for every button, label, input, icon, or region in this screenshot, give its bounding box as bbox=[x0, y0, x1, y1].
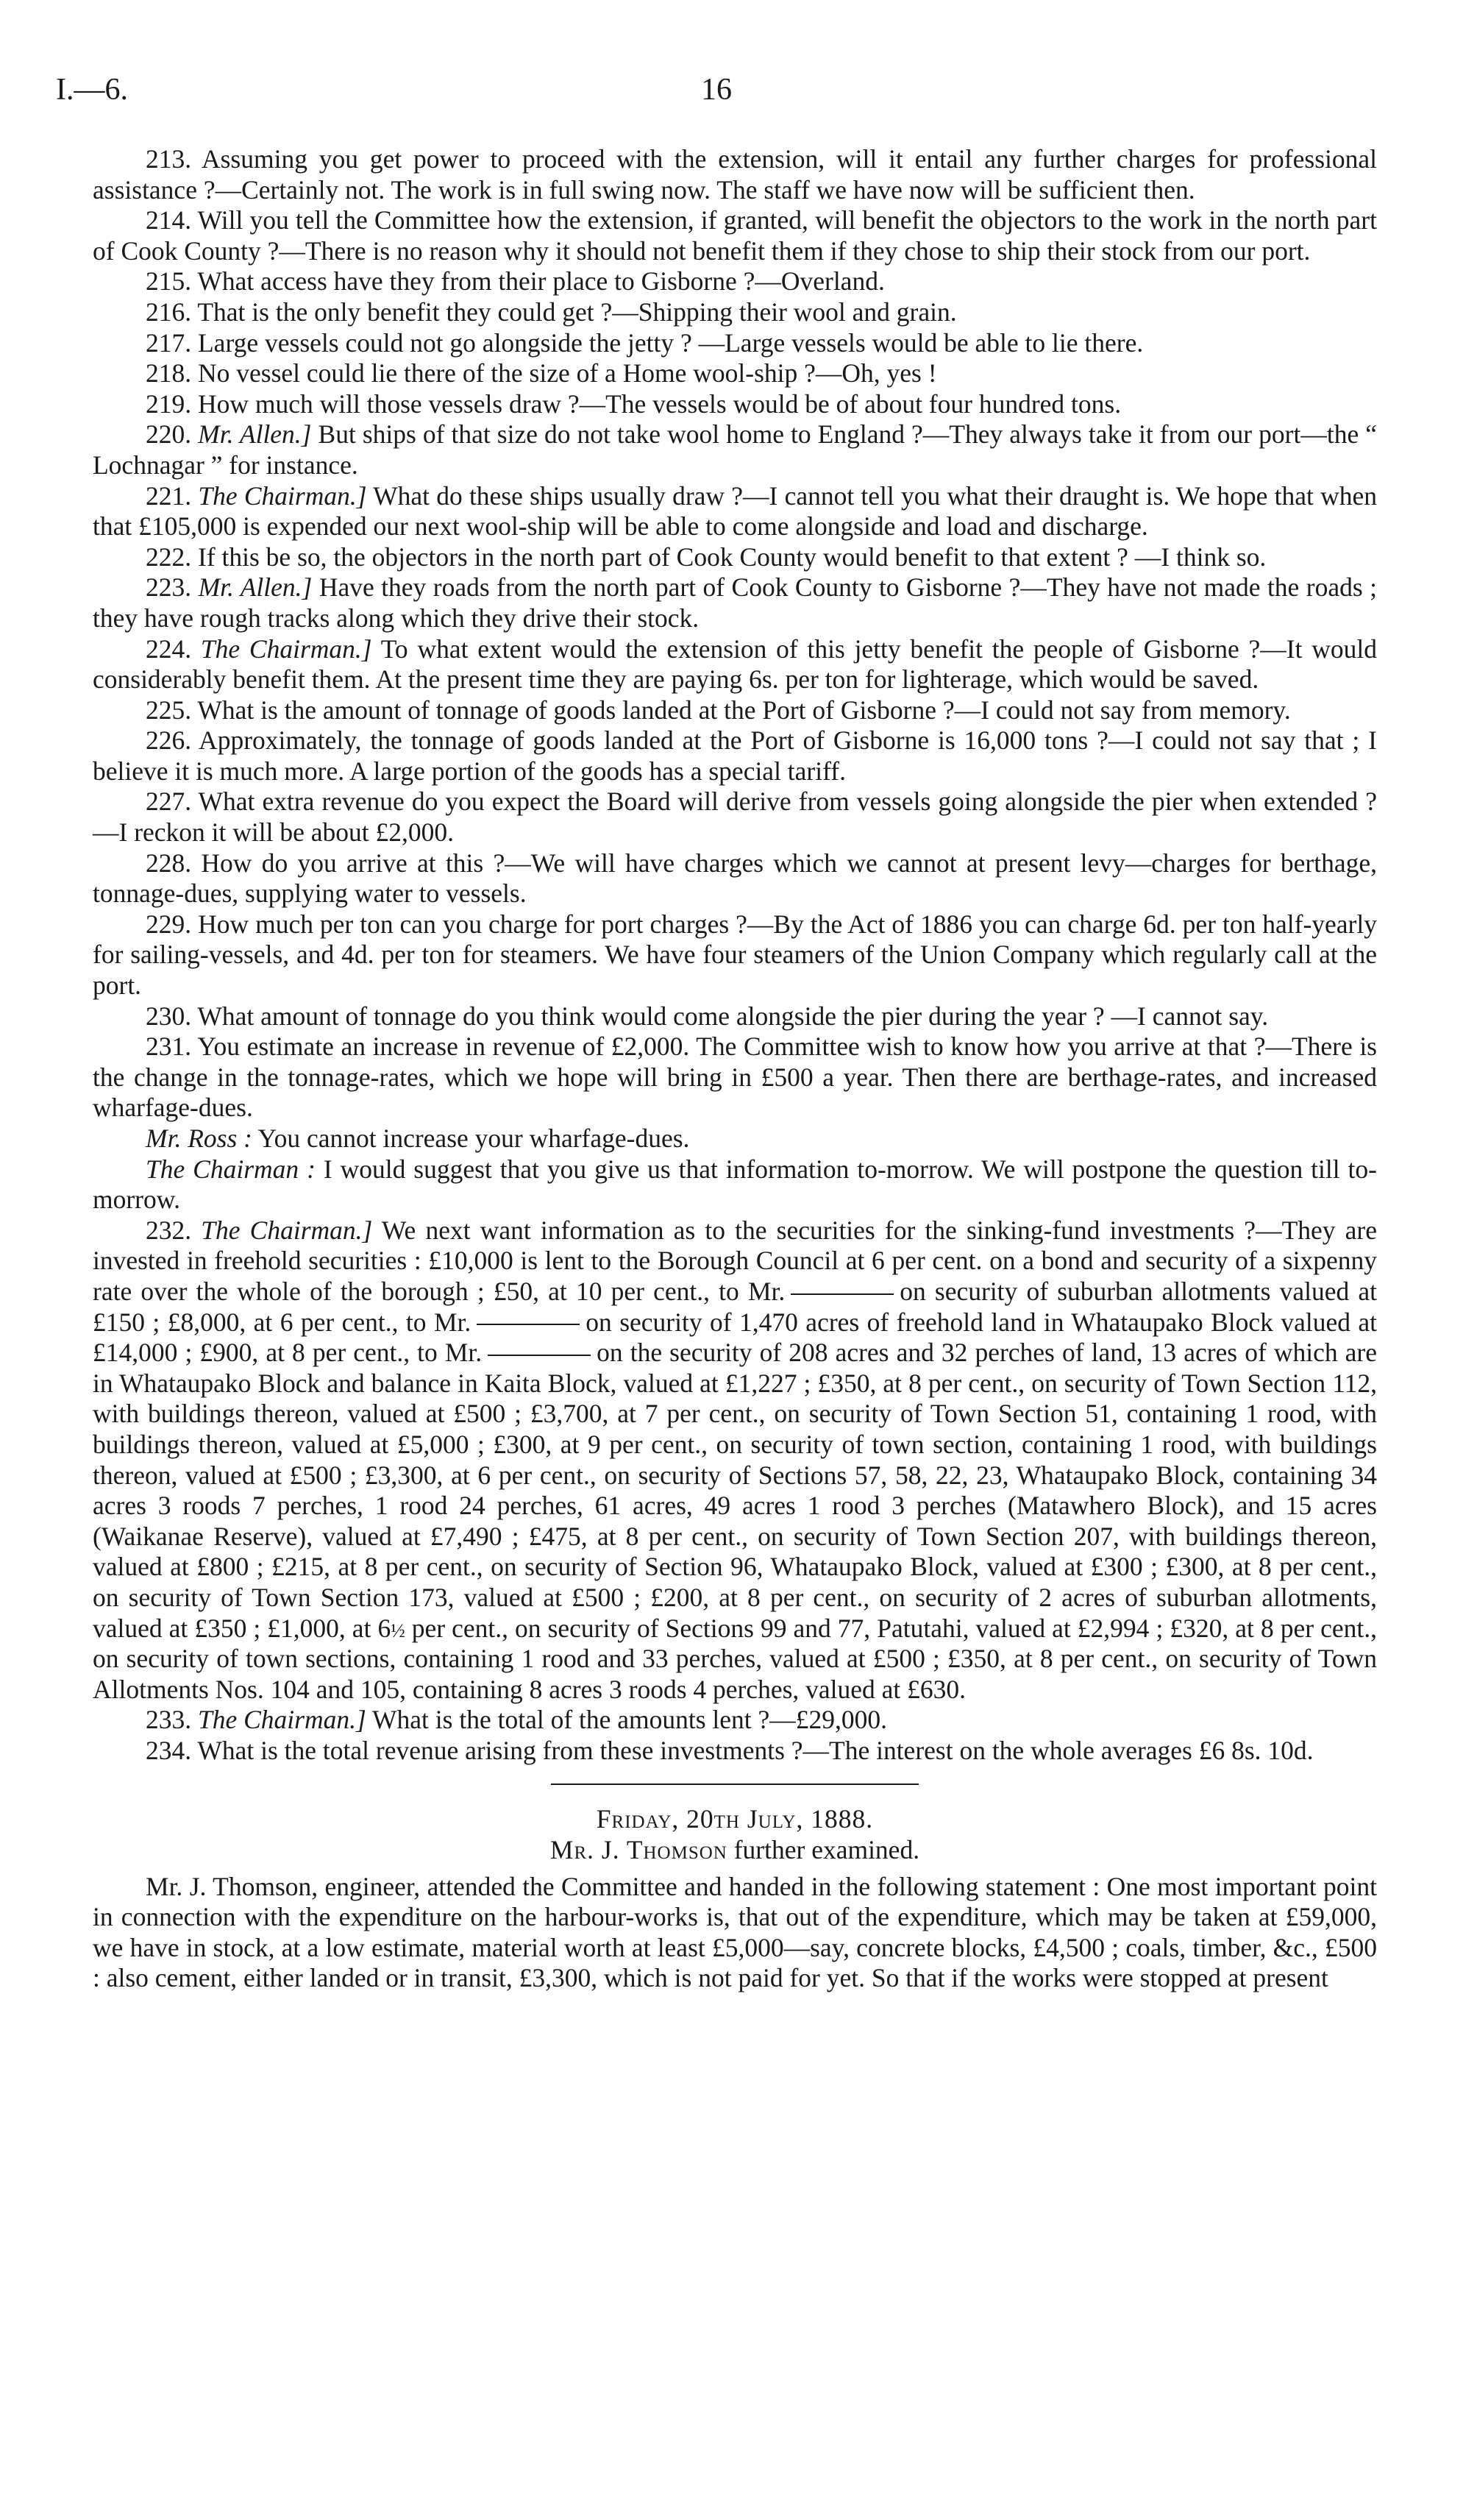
question-228: 228. How do you arrive at this ?—We will have charges which we cannot at present levy—charges for berthage, tonnage-dues, supplying water to vessels. bbox=[93, 848, 1377, 909]
question-233 bbox=[93, 1705, 1377, 1736]
speaker: The Chairman.] bbox=[200, 633, 372, 664]
question-223 bbox=[93, 572, 1377, 633]
witness-status: further examined. bbox=[727, 1835, 920, 1865]
speaker: Mr. Allen.] bbox=[198, 419, 312, 450]
question-number: 232. bbox=[146, 1215, 192, 1245]
session-date: Friday, 20th July, 1888. bbox=[596, 1804, 874, 1834]
question-219: 219. How much will those vessels draw ?—The vessels would be of about four hundred tons. bbox=[146, 388, 1122, 419]
speaker: The Chairman.] bbox=[198, 1705, 366, 1735]
question-text: What do these ships usually draw ?—I cannot tell you what their draught is. We hope that when that £105,000 is expended our next wool-ship will be able to come alongside and load and discharge. bbox=[93, 480, 1378, 542]
question-224 bbox=[93, 634, 1377, 695]
question-225: 225. What is the amount of tonnage of goods landed at the Port of Gisborne ?—I could not say from memory. bbox=[146, 695, 1291, 725]
speaker: The Chairman.] bbox=[201, 1215, 373, 1245]
remark-text: You cannot increase your wharfage-dues. bbox=[252, 1124, 690, 1153]
fraction-half: ½ bbox=[391, 1619, 405, 1641]
question-215: 215. What access have they from their place to Gisborne ?—Overland. bbox=[146, 266, 885, 297]
question-213: 213. Assuming you get power to proceed with the extension, will it entail any further charges for professional assistance ?—Certainly not. The work is in full swing now. The staff we have now will be sufficient then. bbox=[93, 144, 1377, 205]
question-number: 223. bbox=[146, 572, 192, 603]
question-220 bbox=[93, 419, 1377, 480]
redacted-name-line bbox=[477, 1324, 580, 1325]
question-227: 227. What extra revenue do you expect the Board will derive from vessels going alongside the pier when extended ?—I reckon it will be about £2,000. bbox=[93, 787, 1377, 848]
witness-heading bbox=[93, 1835, 1377, 1866]
question-234: 234. What is the total revenue arising from these investments ?—The interest on the whole averages £6 8s. 10d. bbox=[146, 1735, 1314, 1765]
question-217: 217. Large vessels could not go alongside the jetty ? —Large vessels would be able to lie there. bbox=[146, 327, 1144, 358]
question-number: 221. bbox=[146, 480, 192, 511]
question-232 bbox=[93, 1215, 1377, 1706]
question-229: 229. How much per ton can you charge for port charges ?—By the Act of 1886 you can charge 6d. per ton half-yearly for sailing-vessels, and 4d. per ton for steamers. We have four steamers of the Union Company which regularly call at the port. bbox=[93, 909, 1377, 1001]
question-text: Have they roads from the north part of Cook County to Gisborne ?—They have not made the roads ; they have rough tracks along which they drive their stock. bbox=[93, 572, 1377, 633]
document-reference: I.—6. bbox=[56, 73, 128, 107]
page-number: 16 bbox=[701, 73, 732, 107]
speaker: Mr. Allen.] bbox=[198, 572, 313, 603]
answer-part: We next want information as to the securities for the sinking-fund investments ?—They are invested in freehold securities : £10,000 is lent to the Borough Council at 6 per cent. on a bond and security of a sixpenny rate over the whole of the borough ; £50, at 10 per cent., to Mr. bbox=[93, 1215, 1377, 1306]
speaker: The Chairman.] bbox=[198, 480, 367, 511]
speaker: The Chairman : bbox=[146, 1154, 316, 1184]
question-216: 216. That is the only benefit they could get ?—Shipping their wool and grain. bbox=[146, 297, 957, 327]
answer-part: on security of suburban allotments valued at £150 ; £8,000, at 6 per cent., to Mr. bbox=[93, 1276, 1377, 1337]
redacted-name-line bbox=[488, 1355, 591, 1356]
question-number: 233. bbox=[146, 1705, 192, 1735]
question-text: But ships of that size do not take wool home to England ?—They always take it from our port—the “ Lochnagar ” for instance. bbox=[93, 419, 1378, 480]
answer-part: on security of 1,470 acres of freehold land in Whataupako Block valued at £14,000 ; £900, at 8 per cent., to Mr. bbox=[93, 1307, 1377, 1368]
question-221 bbox=[93, 481, 1377, 542]
speaker: Mr. Ross : bbox=[146, 1124, 252, 1153]
witness-name: Mr. J. Thomson bbox=[549, 1835, 727, 1865]
witness-statement: Mr. J. Thomson, engineer, attended the Committee and handed in the following statement : One most important point in connection with the expenditure on the harbour-works is, that out of the expenditure, which may be taken at £59,000, we have in stock, at a low estimate, material worth at least £5,000—say, concrete blocks, £4,500 ; coals, timber, &c., £500 : also cement, either landed or in transit, £3,300, which is not paid for yet. So that if the works were stopped at present bbox=[93, 1871, 1377, 1993]
question-222: 222. If this be so, the objectors in the north part of Cook County would benefit to that extent ? —I think so. bbox=[146, 542, 1267, 572]
answer-part: on the security of 208 acres and 32 perches of land, 13 acres of which are in Whataupako Block and balance in Kaita Block, valued at £1,227 ; £350, at 8 per cent., on security of Town Section 112, with buildings thereon, valued at £500 ; £3,700, at 7 per cent., on security of Town Section 51, containing 1 rood, with buildings thereon, valued at £5,000 ; £300, at 9 per cent., on security of town section, containing 1 rood, with buildings thereon, valued at £500 ; £3,300, at 6 per cent., on security of Sections 57, 58, 22, 23, Whataupako Block, containing 34 acres 3 roods 7 perches, 1 rood 24 perches, 61 acres, 49 acres 1 rood 3 perches (Matawhero Block), and 15 acres (Waikanae Reserve), valued at £7,490 ; £475, at 8 per cent., on security of Town Section 207, with buildings thereon, valued at £800 ; £215, at 8 per cent., on security of Section 96, Whataupako Block, valued at £300 ; £300, at 8 per cent., on security of Town Section 173, valued at £500 ; £200, at 8 per cent., on security of 2 acres of suburban allotments, valued at £350 ; £1,000, at 6 bbox=[93, 1338, 1377, 1643]
question-text: What is the total of the amounts lent ?—£29,000. bbox=[366, 1705, 888, 1735]
section-divider bbox=[551, 1783, 919, 1785]
remark-chairman bbox=[93, 1154, 1377, 1215]
question-231: 231. You estimate an increase in revenue of £2,000. The Committee wish to know how you arrive at that ?—There is the change in the tonnage-rates, which we hope will bring in £500 a year. Then there are berthage-rates, and increased wharfage-dues. bbox=[93, 1032, 1377, 1123]
question-218: 218. No vessel could lie there of the size of a Home wool-ship ?—Oh, yes ! bbox=[146, 358, 937, 388]
question-226: 226. Approximately, the tonnage of goods landed at the Port of Gisborne is 16,000 tons ?—I could not say that ; I believe it is much more. A large portion of the goods has a special tariff. bbox=[93, 725, 1377, 786]
remark-text: I would suggest that you give us that information to-morrow. We will postpone the question till to-morrow. bbox=[93, 1154, 1377, 1215]
redacted-name-line bbox=[791, 1293, 894, 1295]
question-230: 230. What amount of tonnage do you think would come alongside the pier during the year ? —I cannot say. bbox=[146, 1001, 1269, 1031]
question-number: 224. bbox=[146, 633, 192, 664]
answer-part: per cent., on security of Sections 99 and 77, Patutahi, valued at £2,994 ; £320, at 8 per cent., on security of town sections, containing 1 rood and 33 perches, valued at £500 ; £350, at 8 per cent., on security of Town Allotments Nos. 104 and 105, containing 8 acres 3 roods 4 perches, valued at £630. bbox=[93, 1613, 1377, 1704]
remark-ross bbox=[93, 1124, 1377, 1154]
question-text: To what extent would the extension of this jetty benefit the people of Gisborne ?—It would considerably benefit them. At the present time they are paying 6s. per ton for lighterage, which would be saved. bbox=[93, 633, 1377, 695]
question-214: 214. Will you tell the Committee how the extension, if granted, will benefit the objectors to the work in the north part of Cook County ?—There is no reason why it should not benefit them if they chose to ship their stock from our port. bbox=[93, 205, 1377, 266]
page-header bbox=[56, 68, 1377, 112]
document-body bbox=[93, 144, 1377, 1994]
question-number: 220. bbox=[146, 419, 192, 450]
